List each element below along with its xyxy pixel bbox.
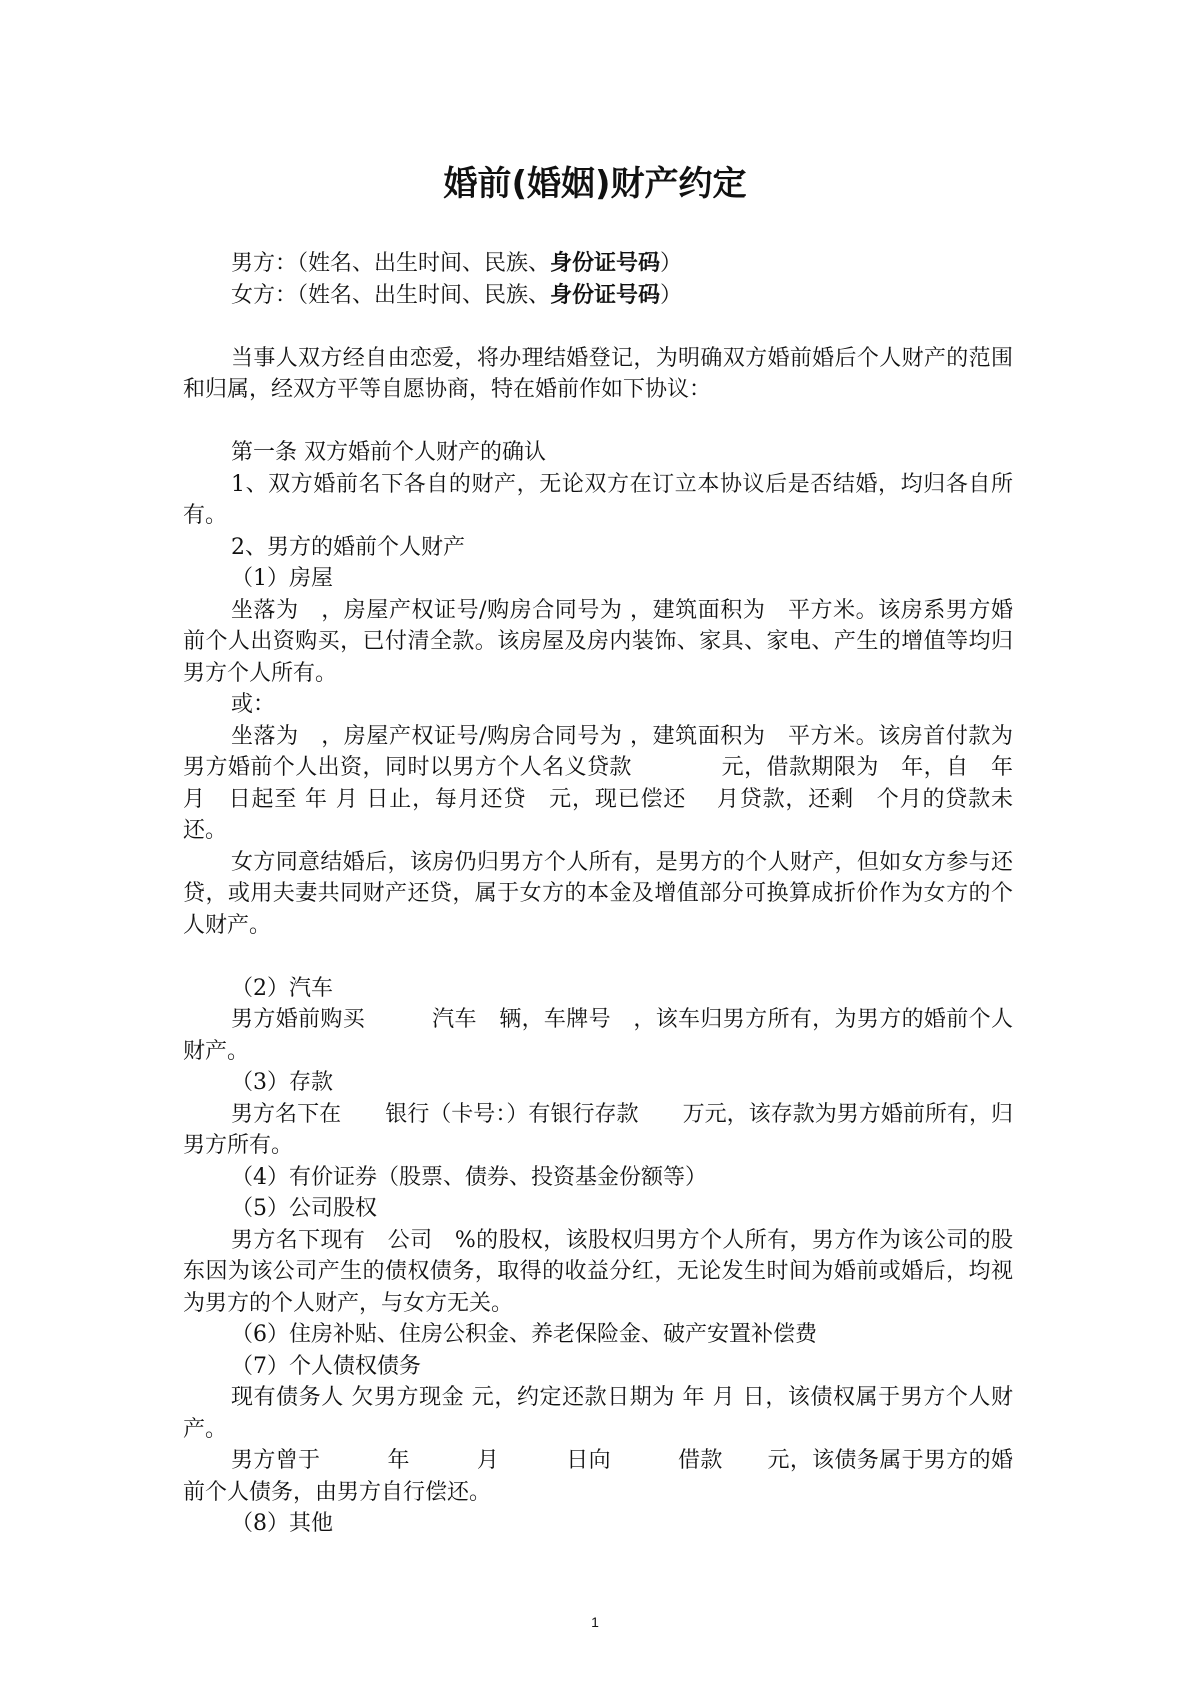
party-male-id-label: 身份证号码: [550, 250, 661, 276]
equity-heading: （5）公司股权: [231, 1196, 377, 1221]
house-paragraph-1: 坐落为 ，房屋产权证号/购房合同号为 ，建筑面积为 平方米。该房系男方婚前个人出资购买，已付清全款。该房屋及房内装饰、家具、家电、产生的增值等均归男方个人所有。: [183, 597, 1013, 686]
page-number: 1: [591, 1614, 599, 1630]
equity-paragraph: 男方名下现有 公司 %的股权，该股权归男方个人所有，男方作为该公司的股东因为该公司产生的债权债务，取得的收益分红，无论发生时间为婚前或婚后，均视为男方的个人财产，与女方无关。: [183, 1227, 1013, 1316]
debt-paragraph-1: 现有债务人 欠男方现金 元，约定还款日期为 年 月 日，该债权属于男方个人财产。: [183, 1385, 1013, 1442]
document-body: [183, 248, 1036, 1540]
party-female-id-label: 身份证号码: [550, 281, 661, 308]
document-title: 婚前(婚姻)财产约定: [443, 164, 747, 204]
party-male-suffix: ）: [660, 251, 683, 276]
debt-heading: （7）个人债权债务: [231, 1353, 421, 1379]
party-male: [183, 248, 1013, 280]
clause-1: 1、双方婚前名下各自的财产，无论双方在订立本协议后是否结婚，均归各自所有。: [183, 471, 1013, 528]
party-male-prefix: 男方：（姓名、出生时间、民族、: [231, 251, 551, 276]
party-female-prefix: 女方：（姓名、出生时间、民族、: [231, 282, 551, 308]
spacer: [183, 311, 1013, 343]
house-paragraph-2: 坐落为 ，房屋产权证号/购房合同号为 ，建筑面积为 平方米。该房首付款为男方婚前个人出资，同时以男方个人名义贷款 元，借款期限为 年，自 年 月 日起至 年 月 日止，每月还贷 元，现已偿还 月贷款，还剩 个月的贷款未还。: [183, 723, 1036, 843]
intro-paragraph: 当事人双方经自由恋爱，将办理结婚登记，为明确双方婚前婚后个人财产的范围和归属，经双方平等自愿协商，特在婚前作如下协议：: [183, 345, 1013, 402]
clause-2: 2、男方的婚前个人财产: [231, 534, 465, 560]
housing-fund-heading: （6）住房补贴、住房公积金、养老保险金、破产安置补偿费: [231, 1322, 817, 1347]
article1-heading: 第一条 双方婚前个人财产的确认: [231, 440, 546, 465]
house-paragraph-3: 女方同意结婚后，该房仍归男方个人所有，是男方的个人财产，但如女方参与还贷，或用夫妻共同财产还贷，属于女方的本金及增值部分可换算成折价作为女方的个人财产。: [183, 849, 1013, 938]
spacer: [183, 406, 1013, 438]
car-heading: （2）汽车: [231, 975, 333, 1001]
car-paragraph: 男方婚前购买 汽车 辆，车牌号 ，该车归男方所有，为男方的婚前个人财产。: [183, 1007, 1013, 1064]
deposit-paragraph: 男方名下在 银行（卡号：）有银行存款 万元，该存款为男方婚前所有，归男方所有。: [183, 1101, 1013, 1158]
party-female: [183, 280, 1013, 312]
debt-paragraph-2: 男方曾于 年 月 日向 借款 元，该债务属于男方的婚前个人债务，由男方自行偿还。: [183, 1448, 1013, 1505]
securities-heading: （4）有价证券（股票、债券、投资基金份额等）: [231, 1164, 707, 1190]
or-label: 或：: [231, 692, 276, 717]
deposit-heading: （3）存款: [231, 1070, 333, 1095]
spacer: [183, 941, 1013, 973]
house-heading: （1）房屋: [231, 566, 333, 591]
party-female-suffix: ）: [660, 282, 683, 308]
other-heading: （8）其他: [231, 1511, 333, 1536]
